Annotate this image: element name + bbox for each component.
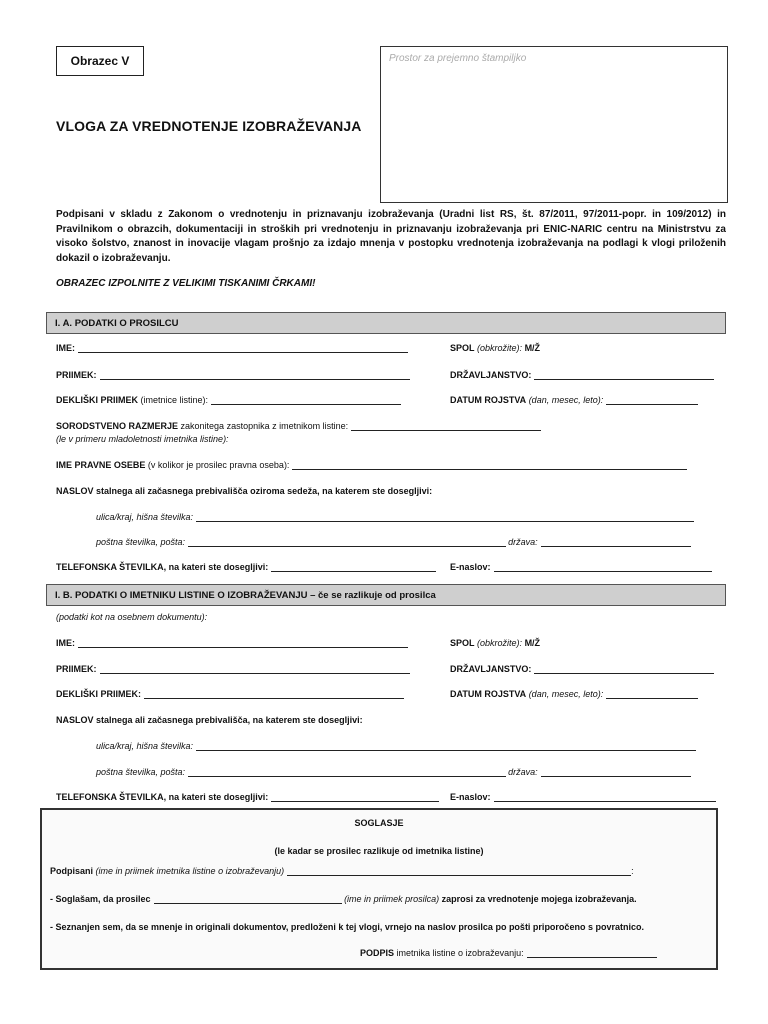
a-pravna-note: (v kolikor je prosilec pravna oseba): xyxy=(147,460,290,470)
a-datum-label: DATUM ROJSTVA xyxy=(450,395,527,405)
b-telefon-row xyxy=(56,792,439,802)
section-a-title: I. A. PODATKI O PROSILCU xyxy=(55,317,179,329)
consent-podpis-label: PODPIS xyxy=(360,948,395,958)
a-datum-note: (dan, mesec, leto): xyxy=(528,395,604,405)
a-sorodstveno-text: zakonitega zastopnika z imetnikom listine: xyxy=(180,421,349,431)
section-b-title: I. B. PODATKI O IMETNIKU LISTINE O IZOBRAŽEVANJU – če se razlikuje od prosilca xyxy=(55,589,436,601)
a-priimek-label: PRIIMEK: xyxy=(56,370,97,380)
form-code-box xyxy=(56,46,144,76)
b-datum-label: DATUM ROJSTVA xyxy=(450,689,527,699)
b-spol-row xyxy=(450,638,540,648)
a-telefon-field[interactable] xyxy=(271,562,436,572)
consent-subtitle: (le kadar se prosilec razlikuje od imetnika listine) xyxy=(274,846,484,856)
consent-podpisani-row xyxy=(50,866,634,876)
a-dekliski-row xyxy=(56,395,401,405)
a-posta-label: poštna številka, pošta: xyxy=(96,537,186,547)
b-posta-label: poštna številka, pošta: xyxy=(96,767,186,777)
b-telefon-label: TELEFONSKA ŠTEVILKA, na kateri ste dosegljivi: xyxy=(56,792,269,802)
b-dekliski-label: DEKLIŠKI PRIIMEK: xyxy=(56,689,142,699)
b-ime-field[interactable] xyxy=(78,638,408,648)
consent-soglasam-pre: - Soglašam, da prosilec xyxy=(50,894,151,904)
b-ime-label: IME: xyxy=(56,638,75,648)
a-posta-row xyxy=(96,537,691,547)
a-sorodstveno-field[interactable] xyxy=(351,421,541,431)
b-posta-field[interactable] xyxy=(188,767,506,777)
consent-podpisani-label: Podpisani xyxy=(50,866,94,876)
a-drzavljanstvo-field[interactable] xyxy=(534,370,714,380)
b-email-field[interactable] xyxy=(494,792,716,802)
b-ulica-label: ulica/kraj, hišna številka: xyxy=(96,741,194,751)
consent-podpisani-end: : xyxy=(631,866,634,876)
consent-podpisani-field[interactable] xyxy=(287,866,631,876)
consent-soglasam-post: zaprosi za vrednotenje mojega izobraževanja. xyxy=(441,894,637,904)
b-note: (podatki kot na osebnem dokumentu): xyxy=(56,612,208,622)
a-sorodstveno-label: SORODSTVENO RAZMERJE xyxy=(56,421,179,431)
b-priimek-field[interactable] xyxy=(100,664,410,674)
consent-prosilec-field[interactable] xyxy=(154,894,342,904)
b-email-label: E-naslov: xyxy=(450,792,491,802)
a-pravna-label: IME PRAVNE OSEBE xyxy=(56,460,146,470)
form-code-label: Obrazec V xyxy=(70,54,130,68)
a-drzava-label: država: xyxy=(508,537,538,547)
a-posta-field[interactable] xyxy=(188,537,506,547)
a-priimek-field[interactable] xyxy=(100,370,410,380)
b-naslov-label: NASLOV stalnega ali začasnega prebivališča, na katerem ste dosegljivi: xyxy=(56,715,363,725)
a-telefon-label: TELEFONSKA ŠTEVILKA, na kateri ste dosegljivi: xyxy=(56,562,269,572)
a-pravna-field[interactable] xyxy=(292,460,687,470)
a-spol-options[interactable]: M/Ž xyxy=(524,343,541,353)
consent-podpis-row xyxy=(360,948,657,958)
a-ulica-label: ulica/kraj, hišna številka: xyxy=(96,512,194,522)
b-drzava-field[interactable] xyxy=(541,767,691,777)
section-a-header xyxy=(46,312,726,334)
b-email-row xyxy=(450,792,716,802)
stamp-placeholder: Prostor za prejemno štampiljko xyxy=(389,53,527,64)
stamp-area xyxy=(380,46,728,203)
consent-podpis-text: imetnika listine o izobraževanju: xyxy=(396,948,524,958)
b-drzava-label: država: xyxy=(508,767,538,777)
a-email-row xyxy=(450,562,712,572)
a-spol-note: (obkrožite): xyxy=(477,343,523,353)
fill-instruction: OBRAZEC IZPOLNITE Z VELIKIMI TISKANIMI ČRKAMI! xyxy=(56,278,316,289)
consent-box xyxy=(40,808,718,970)
section-b-header xyxy=(46,584,726,606)
a-pravna-row xyxy=(56,460,687,470)
page-title: VLOGA ZA VREDNOTENJE IZOBRAŽEVANJA xyxy=(56,118,362,134)
b-ulica-row xyxy=(96,741,696,751)
intro-paragraph: Podpisani v skladu z Zakonom o vrednotenju in priznavanju izobraževanja (Uradni list RS, št. 87/2011, 97/2011-popr. in 109/2012) in Pravilnikom o obrazcih, dokumentaciji in stroških pri vrednotenju in priznavanju izobraževanja pri ENIC-NARIC centru na Ministrstvu za visoko šolstvo, znanost in inovacije vlagam prošnjo za izdajo mnenja v postopku vrednotenja izobraževanja na podlagi k vlogi priloženih dokazil o izobraževanju. xyxy=(56,209,726,264)
a-spol-row xyxy=(450,343,540,353)
consent-soglasam-note: (ime in priimek prosilca) xyxy=(344,894,440,904)
a-ulica-field[interactable] xyxy=(196,512,694,522)
a-telefon-row xyxy=(56,562,436,572)
a-ime-row xyxy=(56,343,408,353)
b-drzavljanstvo-field[interactable] xyxy=(534,664,714,674)
a-dekliski-note: (imetnice listine): xyxy=(140,395,209,405)
b-priimek-row xyxy=(56,664,410,674)
a-drzavljanstvo-label: DRŽAVLJANSTVO: xyxy=(450,370,532,380)
b-datum-row xyxy=(450,689,698,699)
b-datum-field[interactable] xyxy=(606,689,698,699)
b-drzavljanstvo-label: DRŽAVLJANSTVO: xyxy=(450,664,532,674)
consent-seznanjen: - Seznanjen sem, da se mnenje in originali dokumentov, predloženi k tej vlogi, vrnejo na naslov prosilca po pošti priporočeno s povratnico. xyxy=(50,922,644,932)
a-drzava-field[interactable] xyxy=(541,537,691,547)
b-spol-note: (obkrožite): xyxy=(477,638,523,648)
consent-title: SOGLASJE xyxy=(354,818,404,828)
a-dekliski-field[interactable] xyxy=(211,395,401,405)
a-sorodstveno-note: (le v primeru mladoletnosti imetnika listine): xyxy=(56,434,229,444)
b-ulica-field[interactable] xyxy=(196,741,696,751)
b-priimek-label: PRIIMEK: xyxy=(56,664,97,674)
b-dekliski-row xyxy=(56,689,404,699)
a-datum-row xyxy=(450,395,698,405)
a-ulica-row xyxy=(96,512,694,522)
b-spol-label: SPOL xyxy=(450,638,475,648)
consent-podpis-field[interactable] xyxy=(527,948,657,958)
b-dekliski-field[interactable] xyxy=(144,689,404,699)
b-ime-row xyxy=(56,638,408,648)
a-email-field[interactable] xyxy=(494,562,712,572)
a-datum-field[interactable] xyxy=(606,395,698,405)
b-drzavljanstvo-row xyxy=(450,664,714,674)
a-drzavljanstvo-row xyxy=(450,370,714,380)
b-datum-note: (dan, mesec, leto): xyxy=(528,689,604,699)
b-telefon-field[interactable] xyxy=(271,792,439,802)
b-posta-row xyxy=(96,767,691,777)
a-naslov-label: NASLOV stalnega ali začasnega prebivališča oziroma sedeža, na katerem ste dosegljivi: xyxy=(56,486,433,496)
a-email-label: E-naslov: xyxy=(450,562,491,572)
a-dekliski-label: DEKLIŠKI PRIIMEK xyxy=(56,395,139,405)
consent-podpisani-note: (ime in priimek imetnika listine o izobraževanju) xyxy=(95,866,285,876)
a-ime-label: IME: xyxy=(56,343,75,353)
consent-soglasam-row xyxy=(50,894,637,904)
b-spol-options[interactable]: M/Ž xyxy=(524,638,541,648)
a-spol-label: SPOL xyxy=(450,343,475,353)
a-sorodstveno-row xyxy=(56,421,541,431)
a-priimek-row xyxy=(56,370,410,380)
a-ime-field[interactable] xyxy=(78,343,408,353)
